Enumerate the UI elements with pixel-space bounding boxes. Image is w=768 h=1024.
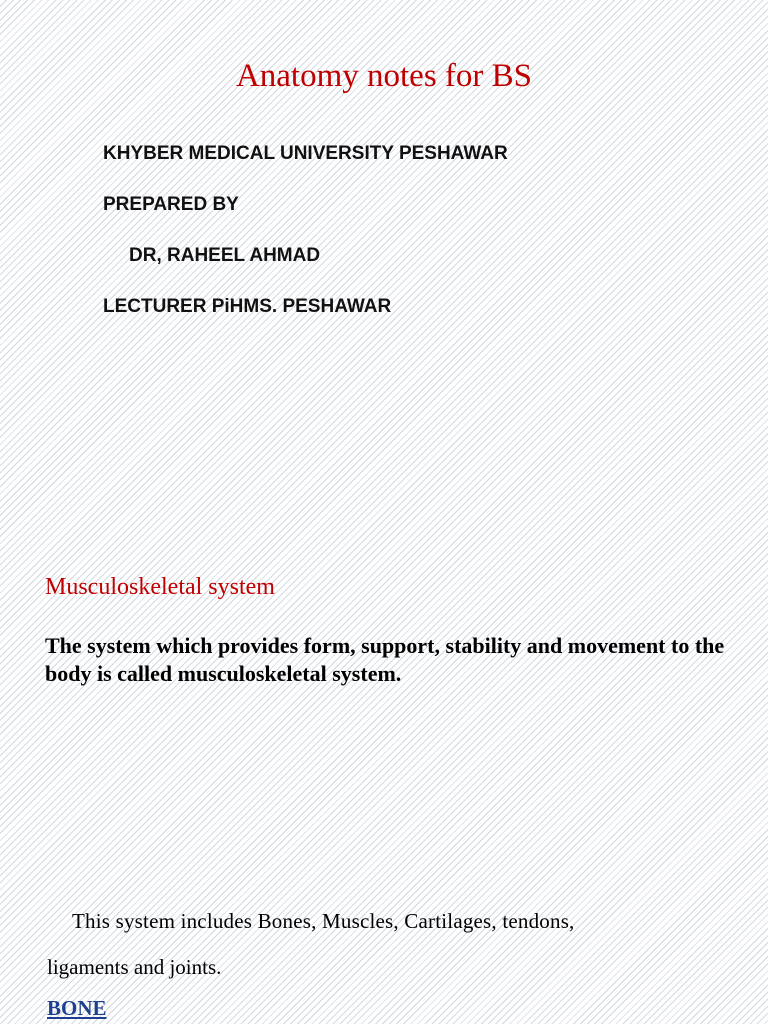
includes-text-line-1: This system includes Bones, Muscles, Cartilages, tendons, <box>72 909 575 933</box>
author-name: DR, RAHEEL AHMAD <box>129 245 321 266</box>
university-name: KHYBER MEDICAL UNIVERSITY PESHAWAR <box>103 143 508 164</box>
section-heading: Musculoskeletal system <box>45 574 275 600</box>
bone-heading-link[interactable]: BONE <box>47 996 107 1020</box>
document-title: Anatomy notes for BS <box>235 58 533 94</box>
definition-paragraph: The system which provides form, support, stability and movement to the body is called musculoskeletal system. <box>45 633 725 686</box>
includes-text-line-2: ligaments and joints. <box>47 955 222 979</box>
prepared-by-label: PREPARED BY <box>103 194 239 215</box>
author-position: LECTURER PiHMS. PESHAWAR <box>103 296 392 317</box>
